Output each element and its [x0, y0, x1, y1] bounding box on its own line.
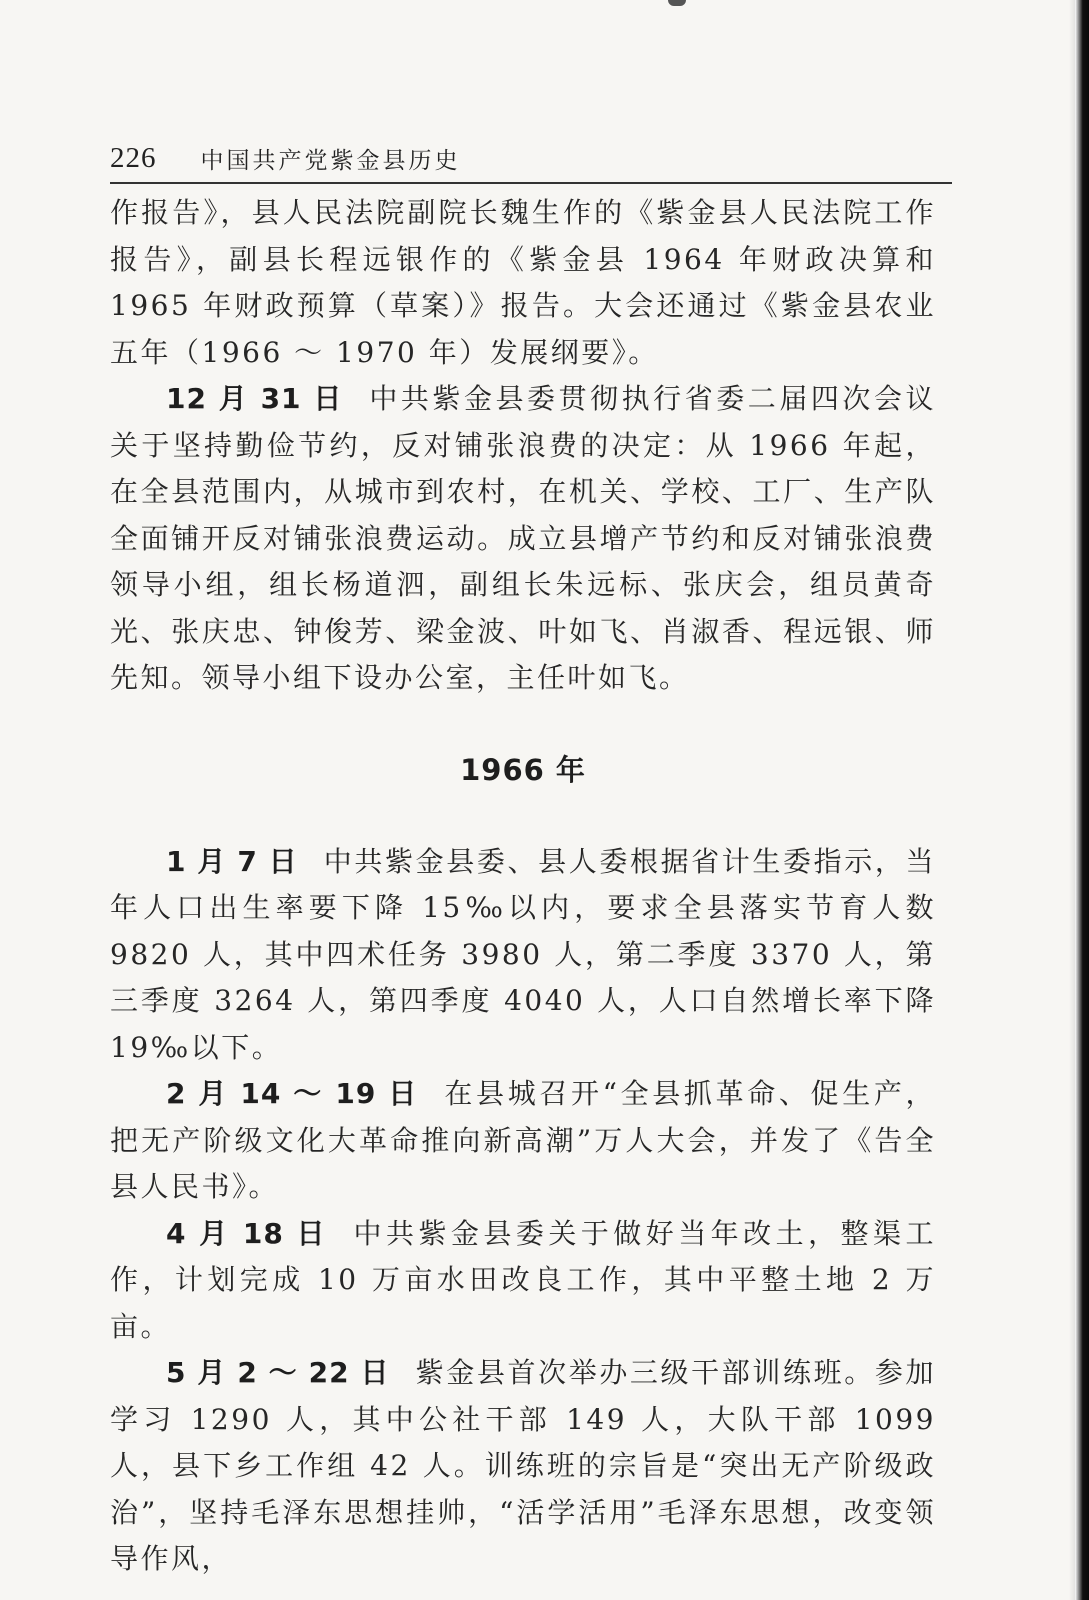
- entry-text: 中共紫金县委、县人委根据省计生委指示，当年人口出生率要下降 15‰以内，要求全县落实节育人数 9820 人，其中四术任务 3980 人，第二季度 3370 人，第三季度 3264 人，第四季度 4040 人，人口自然增长率下降 19‰以下。: [110, 844, 936, 1064]
- running-head: [110, 138, 952, 178]
- entry-text: 中共紫金县委关于做好当年改土，整渠工作，计划完成 10 万亩水田改良工作，其中平整土地 2 万亩。: [110, 1216, 936, 1343]
- entry-text: 紫金县首次举办三级干部训练班。参加学习 1290 人，其中公社干部 149 人，大队干部 1099 人，县下乡工作组 42 人。训练班的宗旨是“突出无产阶级政治”，坚持毛泽东思想挂帅，“活学活用”毛泽东思想，改变领导作风，: [110, 1356, 936, 1575]
- entry-dec-31: [110, 376, 936, 702]
- entry-date: 2 月 14 ～ 19 日: [166, 1077, 419, 1110]
- entry-may-2-22: [110, 1350, 936, 1583]
- entry-date: 12 月 31 日: [166, 382, 344, 415]
- continuation-paragraph: 作报告》，县人民法院副院长魏生作的《紫金县人民法院工作报告》，副县长程远银作的《紫金县 1964 年财政决算和 1965 年财政预算（草案）》报告。大会还通过《紫金县农业五年（1966 ～ 1970 年）发展纲要》。: [110, 196, 936, 369]
- year-heading: 1966 年: [460, 752, 586, 787]
- scan-mark: [668, 0, 686, 6]
- page-number: 226: [110, 141, 157, 174]
- header-rule: [110, 182, 952, 184]
- entry-feb-14-19: [110, 1071, 936, 1211]
- entry-text: 在县城召开“全县抓革命、促生产，把无产阶级文化大革命推向新高潮”万人大会，并发了《告全县人民书》。: [110, 1077, 936, 1203]
- entry-date: 5 月 2 ～ 22 日: [166, 1356, 390, 1389]
- page-body: [110, 190, 936, 1583]
- entry-text: 中共紫金县委贯彻执行省委二届四次会议关于坚持勤俭节约，反对铺张浪费的决定：从 1966 年起，在全县范围内，从城市到农村，在机关、学校、工厂、生产队全面铺开反对铺张浪费运动。成立县增产节约和反对铺张浪费领导小组，组长杨道泗，副组长朱远标、张庆会，组员黄奇光、张庆忠、钟俊芳、梁金波、叶如飞、肖淑香、程远银、师先知。领导小组下设办公室，主任叶如飞。: [110, 382, 936, 694]
- book-title: 中国共产党紫金县历史: [200, 147, 461, 174]
- entry-apr-18: [110, 1211, 936, 1351]
- entry-date: 4 月 18 日: [166, 1216, 328, 1250]
- entry-date: 1 月 7 日: [166, 844, 298, 878]
- entry-jan-7: [110, 839, 936, 1072]
- scan-edge: [1075, 0, 1089, 1600]
